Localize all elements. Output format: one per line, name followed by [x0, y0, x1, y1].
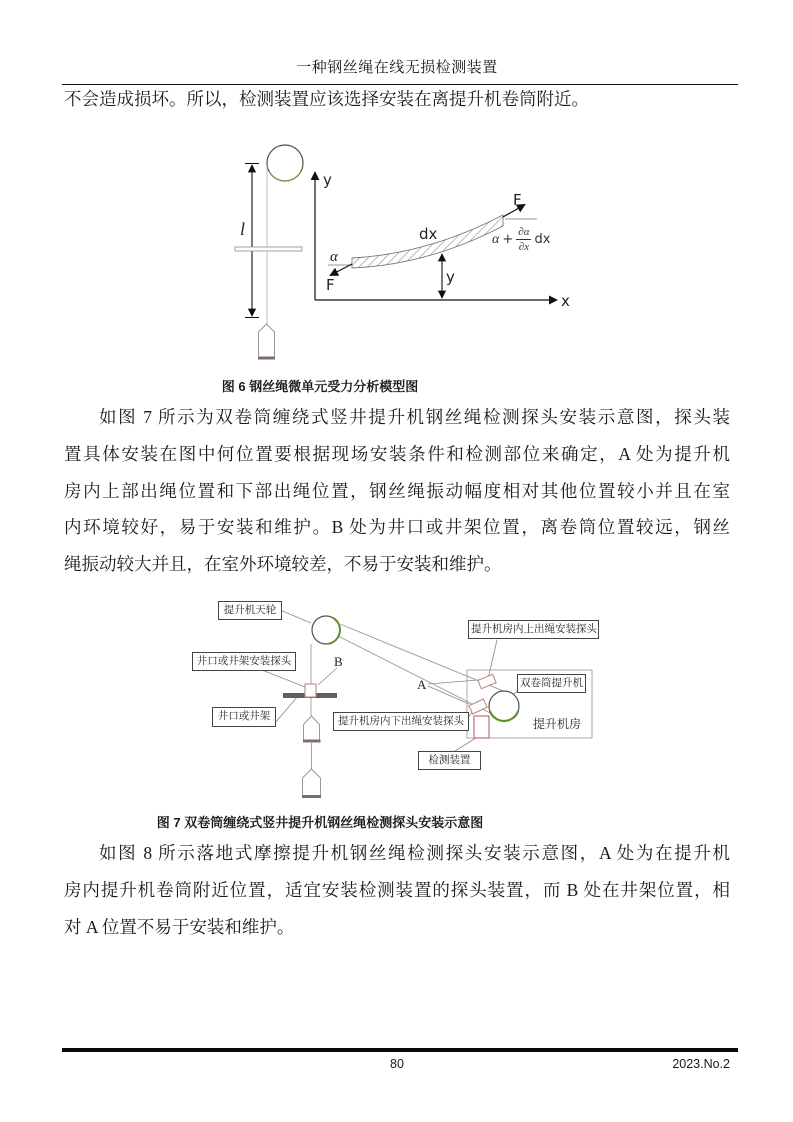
- point-a-label: A: [417, 677, 427, 692]
- body-line: 房内上部出绳位置和下部出绳位置，钢丝绳振动幅度相对其他位置较小并且在室: [64, 480, 730, 501]
- angle-expression: [492, 226, 550, 253]
- dx-label: dx: [419, 225, 438, 243]
- weight-bottle: [259, 324, 275, 358]
- figure-7-caption: 图 7 双卷筒缠绕式竖井提升机钢丝绳检测探头安装示意图: [156, 815, 484, 830]
- expr-denominator: ∂x: [518, 241, 530, 253]
- page-number: 80: [390, 1057, 404, 1071]
- x-axis-label: x: [561, 292, 570, 310]
- label-head-sheave: 提升机天轮: [218, 601, 282, 620]
- detection-device-rect: [474, 716, 489, 738]
- expr-dx: dx: [534, 232, 551, 247]
- expr-fraction: [516, 226, 531, 253]
- label-probe-b: 井口或井架安装探头: [192, 652, 296, 671]
- body-line: 不会造成损坏。所以，检测装置应该选择安装在离提升机卷筒附近。: [64, 89, 589, 109]
- body-line: 如图 7 所示为双卷筒缠绕式竖井提升机钢丝绳检测探头安装示意图，探头装: [99, 407, 730, 427]
- figure-7: [185, 595, 630, 810]
- body-line: 对 A 位置不易于安装和维护。: [64, 916, 295, 937]
- expr-plus: +: [502, 232, 514, 247]
- label-upper-probe: 提升机房内上出绳安装探头: [468, 620, 599, 639]
- body-line: 内环境较好，易于安装和维护。B 处为井口或井架位置，离卷筒位置较远，钢丝: [64, 517, 730, 538]
- platform-bar: [235, 247, 302, 251]
- probe-b-rect: [305, 684, 316, 697]
- room-label: 提升机房: [533, 717, 582, 731]
- y-dim-label: y: [446, 268, 455, 286]
- body-line: 绳振动较大并且，在室外环境较差，不易于安装和维护。: [64, 554, 502, 575]
- point-b-label: B: [334, 654, 343, 669]
- y-axis-label: y: [323, 171, 332, 189]
- figure-6: [233, 138, 573, 373]
- cage-2-base: [302, 795, 321, 798]
- label-drum: 双卷筒提升机: [517, 674, 586, 693]
- label-wellhead: 井口或井架: [212, 707, 276, 727]
- body-line: 如图 8 所示落地式摩擦提升机钢丝绳检测探头安装示意图，A 处为在提升机: [99, 843, 730, 863]
- expr-numerator: ∂α: [518, 226, 530, 238]
- label-device: 检测装置: [418, 751, 481, 770]
- cage-2: [303, 769, 321, 796]
- body-line: 置具体安装在图中何位置要根据现场安装条件和检测部位来确定，A 处为提升机: [64, 443, 730, 464]
- label-lower-probe: 提升机房内下出绳安装探头: [333, 712, 469, 731]
- expr-alpha: α: [492, 231, 500, 247]
- figure-6-drawing: [233, 138, 573, 373]
- body-line: 房内提升机卷筒附近位置，适宜安装检测装置的探头装置，而 B 处在井架位置，相: [64, 879, 730, 900]
- force-arrow-lower: [330, 264, 352, 276]
- weight-base: [258, 357, 275, 360]
- alpha-label: α: [330, 249, 338, 265]
- cage-1: [304, 716, 320, 741]
- force-label-lower: F: [326, 276, 335, 294]
- force-label-upper: F: [513, 191, 522, 209]
- page-header-title: 一种钢丝绳在线无损检测装置: [296, 60, 498, 76]
- issue-number: 2023.No.2: [672, 1057, 730, 1071]
- figure-6-caption: 图 6 钢丝绳微单元受力分析模型图: [221, 379, 419, 394]
- pendulum-sketch: [235, 145, 303, 360]
- length-label: l: [240, 219, 246, 239]
- cage-1-base: [303, 740, 321, 743]
- footer-rule: [62, 1048, 738, 1052]
